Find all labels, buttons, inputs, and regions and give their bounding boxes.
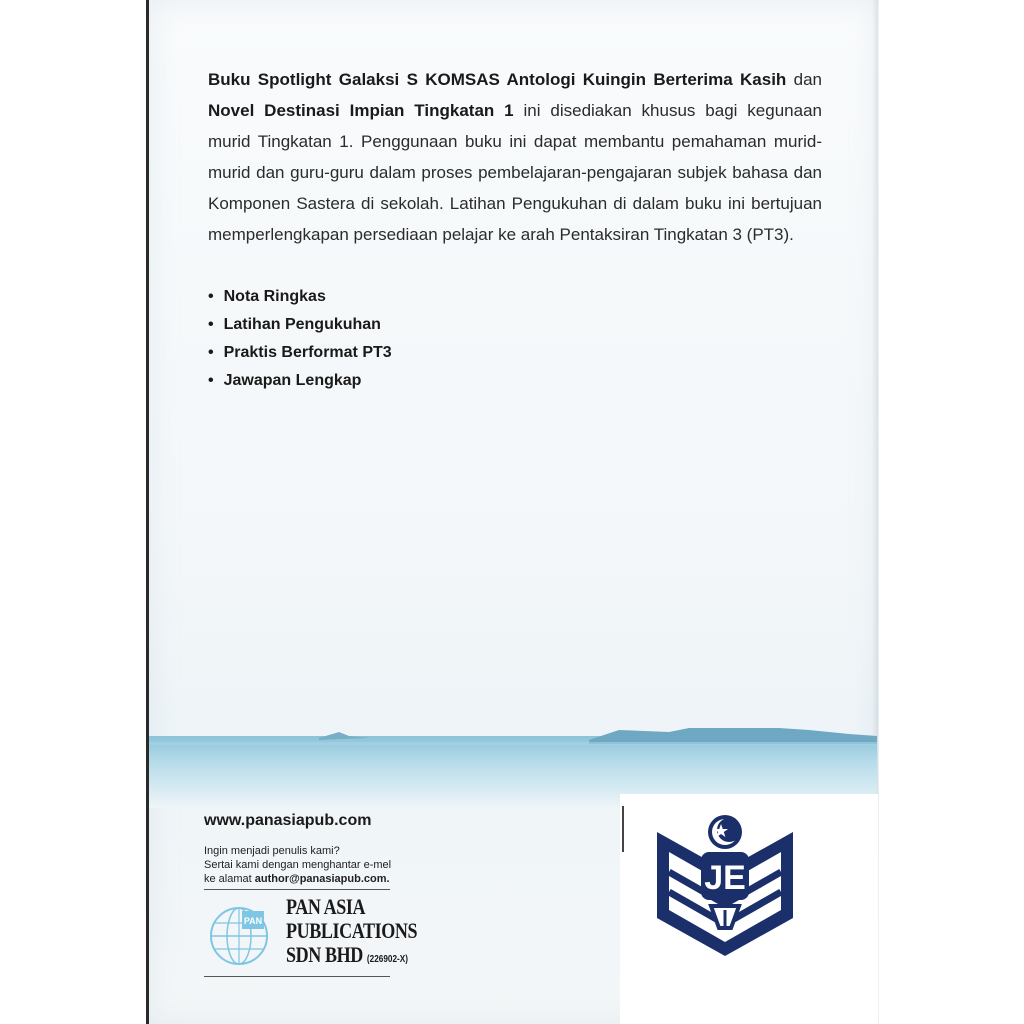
registration-number: (226902-X) (366, 954, 408, 965)
publisher-line: PUBLICATIONS (286, 918, 418, 943)
invitation-line (204, 872, 391, 886)
description-paragraph (208, 64, 822, 250)
invitation-line: Ingin menjadi penulis kami? (204, 845, 340, 857)
panel-edge-mark (622, 806, 624, 852)
author-invitation (204, 844, 391, 886)
features-list (208, 283, 392, 395)
publisher-name (286, 895, 417, 972)
globe-logo-icon (208, 905, 270, 967)
invitation-line: Sertai kami dengan menghantar e-mel (204, 859, 392, 871)
book-spine-edge (146, 0, 149, 1024)
address-prefix: ke alamat (204, 873, 252, 885)
book-title-part-2: Novel Destinasi Impian Tingkatan 1 (208, 101, 514, 120)
book-title-part-1: Buku Spotlight Galaksi S KOMSAS Antologi Kuingin Berterima Kasih (208, 70, 787, 89)
feature-item: • Jawapan Lengkap (208, 367, 392, 395)
je-emblem-icon (655, 810, 795, 960)
feature-item: • Nota Ringkas (208, 283, 392, 311)
and-word: dan (793, 70, 822, 89)
publisher-block (208, 894, 418, 975)
emblem-letters: JE (704, 859, 746, 897)
description-text: ini disediakan khusus bagi kegunaan murid Tingkatan 1. Penggunaan buku ini dapat membantu pemahaman murid-murid dan guru-guru dalam proses pembelajaran-pengajaran subjek bahasa dan Komponen Sastera di sekolah. Latihan Pengukuhan di dalam buku ini bertujuan memperlengkapan persediaan pelajar ke arah Pentaksiran Tingkatan 3 (PT3). (208, 101, 822, 244)
website-url[interactable]: www.panasiapub.com (204, 812, 372, 829)
author-email[interactable]: author@panasiapub.com. (254, 873, 390, 885)
publisher-line: PAN ASIA (286, 894, 366, 919)
divider (204, 976, 390, 977)
logo-text: PAN (243, 916, 263, 926)
feature-item: • Latihan Pengukuhan (208, 311, 392, 339)
publisher-line: SDN BHD (226902-X) (286, 942, 408, 967)
divider (204, 889, 390, 890)
feature-item: • Praktis Berformat PT3 (208, 339, 392, 367)
